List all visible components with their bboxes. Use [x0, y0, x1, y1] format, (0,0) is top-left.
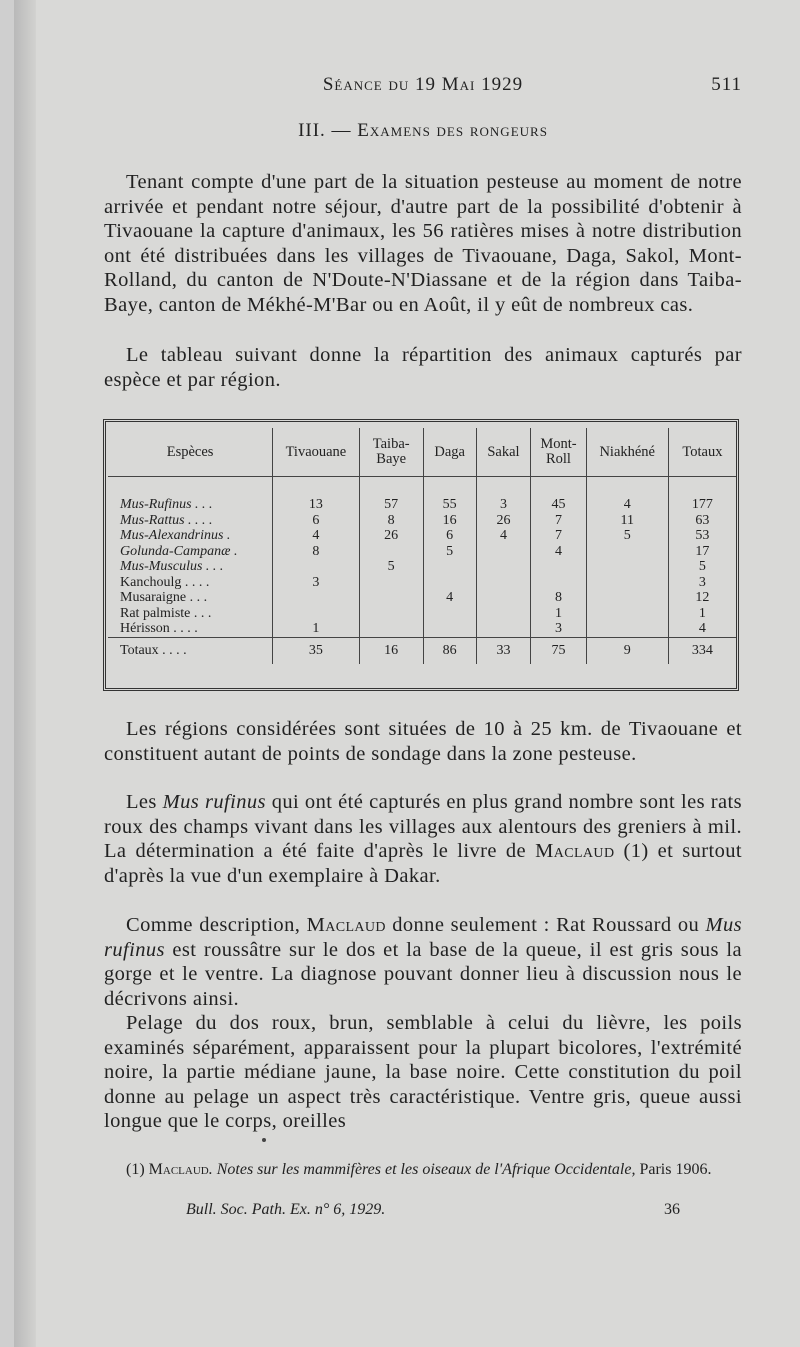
total-cell: 33	[476, 637, 531, 664]
count-cell	[423, 575, 476, 591]
col-header-tivaouane: Tivaouane	[273, 428, 359, 477]
table-row	[108, 559, 736, 575]
count-cell	[586, 606, 668, 622]
table-row	[108, 590, 736, 606]
table-header-row	[108, 428, 736, 477]
bullet-mark	[262, 1138, 266, 1142]
totals-label: Totaux . . . .	[108, 637, 273, 664]
count-cell: 3	[668, 575, 736, 591]
count-cell	[359, 544, 423, 560]
count-cell: 57	[359, 497, 423, 513]
count-cell	[531, 559, 586, 575]
count-cell	[423, 606, 476, 622]
count-cell: 45	[531, 497, 586, 513]
count-cell	[273, 606, 359, 622]
count-cell	[423, 621, 476, 637]
count-cell	[476, 575, 531, 591]
count-cell	[586, 590, 668, 606]
col-header-mont-roll: Mont-Roll	[531, 428, 586, 477]
table-row	[108, 544, 736, 560]
count-cell	[359, 575, 423, 591]
count-cell: 12	[668, 590, 736, 606]
capture-table	[108, 428, 736, 664]
total-cell: 9	[586, 637, 668, 664]
p5-author-maclaud: Maclaud	[306, 914, 386, 936]
bottom-line	[104, 1201, 742, 1223]
col-header-niakhene: Niakhéné	[586, 428, 668, 477]
count-cell: 7	[531, 513, 586, 529]
total-cell: 334	[668, 637, 736, 664]
count-cell	[476, 544, 531, 560]
count-cell: 3	[273, 575, 359, 591]
species-cell: Golunda-Campanæ .	[120, 543, 238, 559]
count-cell: 11	[586, 513, 668, 529]
paragraph-1: Tenant compte d'une part de la situation pesteuse au moment de notre arrivée et pendant notre séjour, d'autre part de la possibilité d'obtenir à Tivaouane la capture d'animaux, les 56 ratières mises à notre distribution ont été distribuées dans les villages de Tivaouane, Daga, Sakol, Mont-Rolland, du canton de N'Doute-N'Diassane et de la région dans Taiba-Baye, canton de Mékhé-M'Bar ou en Août, il y eût de nombreux cas.	[104, 171, 742, 316]
species-cell: Musaraigne . . .	[120, 590, 208, 605]
capture-table-frame	[103, 419, 739, 691]
count-cell	[359, 590, 423, 606]
p5-text-c: est roussâtre sur le dos et la base de la queue, il est gris sous la gorge et le ventre. La diagnose pouvant donner lieu à discussion nous le décrivons ainsi.	[104, 938, 742, 1010]
header-title: Séance du 19 Mai 1929	[322, 74, 524, 95]
paragraph-2: Le tableau suivant donne la répartition des animaux capturés par espèce et par région.	[104, 344, 742, 391]
count-cell: 8	[273, 544, 359, 560]
count-cell: 4	[531, 544, 586, 560]
col-header-especes: Espèces	[108, 428, 273, 477]
signature-mark: 36	[664, 1201, 680, 1218]
col-header-taiba-baye: Taiba-Baye	[359, 428, 423, 477]
count-cell: 4	[423, 590, 476, 606]
species-cell: Mus-Rufinus . . .	[120, 497, 213, 512]
p4-author-maclaud: Maclaud	[535, 840, 615, 862]
count-cell: 53	[668, 528, 736, 544]
count-cell: 5	[668, 559, 736, 575]
totals-row	[108, 637, 736, 664]
count-cell	[476, 606, 531, 622]
total-cell: 75	[531, 637, 586, 664]
table-row	[108, 621, 736, 637]
footnote	[104, 1160, 742, 1179]
count-cell: 4	[476, 528, 531, 544]
table-row	[108, 575, 736, 591]
table-row	[108, 528, 736, 544]
count-cell: 7	[531, 528, 586, 544]
p5-text-a: Comme description,	[126, 914, 307, 936]
col-header-sakal: Sakal	[476, 428, 531, 477]
count-cell: 3	[476, 497, 531, 513]
footnote-number: (1)	[126, 1161, 149, 1178]
count-cell: 4	[273, 528, 359, 544]
section-title: III. — Examens des rongeurs	[298, 120, 548, 141]
species-cell: Hérisson . . . .	[120, 621, 198, 636]
species-cell: Mus-Rattus . . . .	[120, 512, 213, 528]
count-cell: 5	[359, 559, 423, 575]
running-header	[104, 74, 742, 102]
count-cell: 6	[273, 513, 359, 529]
p4-species-name: Mus rufinus	[162, 791, 266, 813]
p4-text-c: (1) et surtout d'après la vue d'un exemplaire à Dakar.	[104, 840, 742, 887]
species-cell: Mus-Alexandrinus .	[120, 528, 231, 543]
p4-text-b: qui ont été capturés en plus grand nombre sont les rats roux des champs vivant dans les villages aux alentours des greniers à mil. La détermination a été faite d'après le livre de	[104, 791, 742, 862]
p5-species-name: Mus rufinus	[104, 914, 742, 961]
count-cell: 4	[586, 497, 668, 513]
count-cell: 17	[668, 544, 736, 560]
col-header-daga: Daga	[423, 428, 476, 477]
total-cell: 16	[359, 637, 423, 664]
species-cell: Kanchoulg . . . .	[120, 574, 210, 590]
table-spacer-row	[108, 477, 736, 498]
count-cell: 1	[531, 606, 586, 622]
count-cell	[586, 621, 668, 637]
p4-text-a: Les	[126, 791, 163, 813]
count-cell: 26	[359, 528, 423, 544]
page-number: 511	[711, 74, 742, 95]
page-spine-shadow	[14, 0, 36, 1347]
paragraph-3: Les régions considérées sont situées de 10 à 25 km. de Tivaouane et constituent autant de points de sondage dans la zone pesteuse.	[104, 718, 742, 765]
count-cell: 4	[668, 621, 736, 637]
count-cell: 55	[423, 497, 476, 513]
count-cell: 1	[668, 606, 736, 622]
species-cell: Rat palmiste . . .	[120, 605, 212, 621]
count-cell	[423, 559, 476, 575]
count-cell	[476, 590, 531, 606]
paragraph-4	[104, 790, 742, 888]
count-cell	[586, 575, 668, 591]
count-cell: 26	[476, 513, 531, 529]
count-cell: 16	[423, 513, 476, 529]
count-cell: 8	[531, 590, 586, 606]
count-cell	[273, 559, 359, 575]
total-cell: 35	[273, 637, 359, 664]
count-cell	[359, 606, 423, 622]
footnote-title: . Notes sur les mammifères et les oiseaux de l'Afrique Occidentale,	[208, 1161, 636, 1178]
count-cell: 5	[586, 528, 668, 544]
table-row	[108, 497, 736, 513]
count-cell: 3	[531, 621, 586, 637]
count-cell	[359, 621, 423, 637]
count-cell: 6	[423, 528, 476, 544]
count-cell	[586, 544, 668, 560]
count-cell: 1	[273, 621, 359, 637]
bulletin-reference: Bull. Soc. Path. Ex. n° 6, 1929.	[186, 1201, 386, 1218]
count-cell: 8	[359, 513, 423, 529]
count-cell	[586, 559, 668, 575]
col-header-totaux: Totaux	[668, 428, 736, 477]
count-cell	[531, 575, 586, 591]
count-cell	[476, 559, 531, 575]
footnote-place: Paris 1906.	[635, 1161, 712, 1178]
p5-text-b: donne seulement : Rat Roussard ou	[385, 914, 706, 936]
count-cell: 177	[668, 497, 736, 513]
species-cell: Mus-Musculus . . .	[120, 559, 224, 574]
table-row	[108, 606, 736, 622]
footnote-author: Maclaud	[148, 1161, 209, 1178]
paragraph-6: Pelage du dos roux, brun, semblable à celui du lièvre, les poils examinés séparément, apparaissent pour la plupart bicolores, l'extrémité noire, la partie médiane jaune, la base noire. Cette constitution du poil donne au pelage un aspect très caractéristique. Ventre gris, queue aussi longue que le corps, oreilles	[104, 1012, 742, 1132]
paragraph-5	[104, 913, 742, 1011]
count-cell	[273, 590, 359, 606]
count-cell	[476, 621, 531, 637]
count-cell: 13	[273, 497, 359, 513]
count-cell: 5	[423, 544, 476, 560]
count-cell: 63	[668, 513, 736, 529]
total-cell: 86	[423, 637, 476, 664]
table-row	[108, 513, 736, 529]
